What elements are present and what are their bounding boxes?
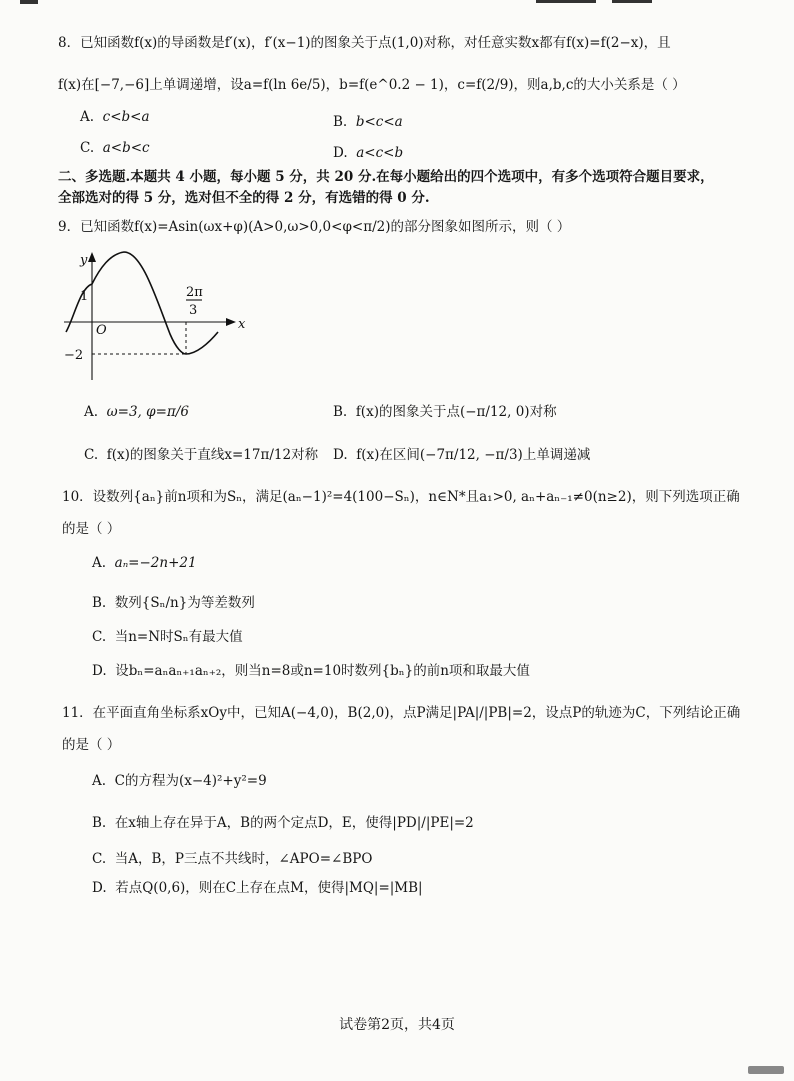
option-key: A. xyxy=(92,555,107,571)
y-tick-neg2: −2 xyxy=(64,348,84,363)
section-heading-line1: 二、多选题.本题共 4 小题，每小题 5 分，共 20 分.在每小题给出的四个选项中，有多个选项符合题目要求， xyxy=(58,169,714,185)
q10-stem-line1: 10．设数列{aₙ}前n项和为Sₙ，满足(aₙ−1)²=4(100−Sₙ)，n∈N*且a₁>0, aₙ+aₙ₋₁≠0(n≥2)，则下列选项正确 xyxy=(62,489,740,505)
q8-option-c[interactable] xyxy=(80,138,150,158)
option-text: f(x)的图象关于直线x=17π/12对称 xyxy=(106,447,319,463)
x-tick-numerator: 2π xyxy=(186,285,203,300)
q9-sine-graph xyxy=(58,248,258,388)
q11-option-b[interactable] xyxy=(92,813,474,833)
section-heading-line2: 全部选对的得 5 分，选对但不全的得 2 分，有选错的得 0 分. xyxy=(58,190,430,206)
x-axis-arrow-icon xyxy=(226,318,236,326)
option-key: D. xyxy=(333,145,348,161)
option-text: a<c<b xyxy=(356,145,404,161)
q9-option-d[interactable] xyxy=(333,445,590,465)
scan-stamp-icon xyxy=(748,1066,784,1074)
option-text: f(x)在区间(−7π/12, −π/3)上单调递减 xyxy=(356,447,591,463)
option-key: B. xyxy=(333,404,348,420)
option-text: ω=3, φ=π/6 xyxy=(106,404,189,420)
option-text: f(x)的图象关于点(−π/12, 0)对称 xyxy=(355,404,557,420)
page-footer: 试卷第2页，共4页 xyxy=(339,1017,455,1033)
x-axis-label: x xyxy=(238,317,246,332)
q8-option-b[interactable] xyxy=(333,112,403,132)
option-key: B. xyxy=(92,595,107,611)
q9-option-b[interactable] xyxy=(333,402,557,422)
option-text: c<b<a xyxy=(102,109,150,125)
option-text: 当n=N时Sₙ有最大值 xyxy=(114,629,243,645)
y-tick-1: 1 xyxy=(80,289,89,304)
q11-option-a[interactable] xyxy=(92,771,267,791)
option-key: B. xyxy=(92,815,107,831)
option-key: A. xyxy=(80,109,95,125)
option-text: 当A，B，P三点不共线时，∠APO=∠BPO xyxy=(114,851,373,867)
y-axis-label: y xyxy=(80,253,88,268)
q8-option-a[interactable] xyxy=(80,107,150,127)
q8-stem-line2: f(x)在[−7,−6]上单调递增，设a=f(ln 6e/5)，b=f(e^0.2 − 1)，c=f(2/9)，则a,b,c的大小关系是（ ） xyxy=(58,77,686,93)
q9-option-a[interactable] xyxy=(84,402,189,422)
option-text: a<b<c xyxy=(102,140,150,156)
x-tick-denominator: 3 xyxy=(189,303,198,318)
q8-stem-line1: 8．已知函数f(x)的导函数是f′(x)，f′(x−1)的图象关于点(1,0)对称，对任意实数x都有f(x)=f(2−x)，且 xyxy=(58,35,671,51)
option-text: 设bₙ=aₙaₙ₊₁aₙ₊₂，则当n=8或n=10时数列{bₙ}的前n项和取最大值 xyxy=(115,663,530,679)
option-text: C的方程为(x−4)²+y²=9 xyxy=(114,773,267,789)
q10-option-a[interactable] xyxy=(92,553,197,573)
option-key: C. xyxy=(84,447,99,463)
q9-option-c[interactable] xyxy=(84,445,318,465)
q10-stem-line2: 的是（ ） xyxy=(62,521,121,537)
option-text: aₙ=−2n+21 xyxy=(114,555,197,571)
option-key: A. xyxy=(84,404,99,420)
option-text: 在x轴上存在异于A，B的两个定点D，E，使得|PD|/|PE|=2 xyxy=(114,815,474,831)
option-key: C. xyxy=(80,140,95,156)
q10-option-c[interactable] xyxy=(92,627,243,647)
option-text: b<c<a xyxy=(355,114,403,130)
y-axis-arrow-icon xyxy=(88,252,96,262)
scan-edge-mark xyxy=(20,0,38,4)
option-text: 数列{Sₙ/n}为等差数列 xyxy=(114,595,255,611)
q8-option-d[interactable] xyxy=(333,143,403,163)
q10-option-d[interactable] xyxy=(92,661,530,681)
q11-option-c[interactable] xyxy=(92,849,372,869)
q11-stem-line1: 11．在平面直角坐标系xOy中，已知A(−4,0)，B(2,0)，点P满足|PA|/|PB|=2，设点P的轨迹为C，下列结论正确 xyxy=(62,705,741,721)
q11-option-d[interactable] xyxy=(92,878,423,898)
q10-option-b[interactable] xyxy=(92,593,255,613)
option-key: C. xyxy=(92,851,107,867)
option-text: 若点Q(0,6)，则在C上存在点M，使得|MQ|=|MB| xyxy=(115,880,423,896)
q9-stem: 9．已知函数f(x)=Asin(ωx+φ)(A>0,ω>0,0<φ<π/2)的部分图象如图所示，则（ ） xyxy=(58,219,571,235)
option-key: D. xyxy=(92,880,107,896)
scan-edge-mark xyxy=(536,0,596,3)
option-key: A. xyxy=(92,773,107,789)
option-key: B. xyxy=(333,114,348,130)
origin-label: O xyxy=(96,323,107,338)
option-key: D. xyxy=(333,447,348,463)
option-key: D. xyxy=(92,663,107,679)
scan-edge-mark xyxy=(612,0,652,3)
q11-stem-line2: 的是（ ） xyxy=(62,737,121,753)
option-key: C. xyxy=(92,629,107,645)
